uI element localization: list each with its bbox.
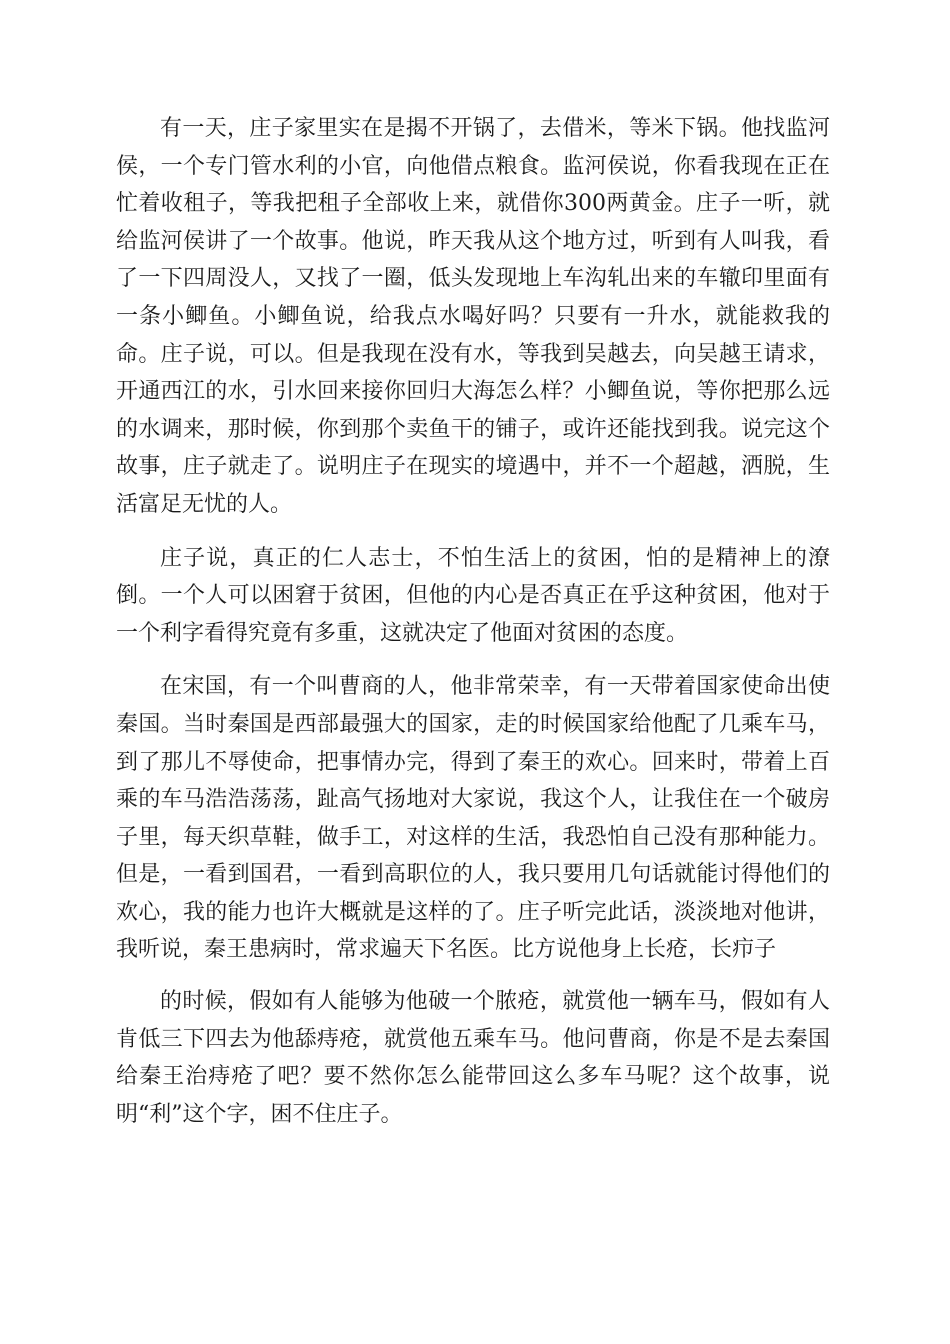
paragraph-3: 在宋国，有一个叫曹商的人，他非常荣幸，有一天带着国家使命出使秦国。当时秦国是西部最强大的国家，走的时候国家给他配了几乘车马，到了那儿不辱使命，把事情办完，得到了秦王的欢心。回来时，带着上百乘的车马浩浩荡荡，趾高气扬地对大家说，我这个人，让我住在一个破房子里，每天织草鞋，做手工，对这样的生活，我恐怕自己没有那种能力。但是，一看到国君，一看到高职位的人，我只要用几句话就能讨得他们的欢心，我的能力也许大概就是这样的了。庄子听完此话，淡淡地对他讲，我听说，秦王患病时，常求遍天下名医。比方说他身上长疮，长疖子: [116, 674, 830, 963]
paragraph-1: 有一天，庄子家里实在是揭不开锅了，去借米，等米下锅。他找监河侯，一个专门管水利的小官，向他借点粮食。监河侯说，你看我现在正在忙着收租子，等我把租子全部收上来，就借你300两黄金。庄子一听，就给监河侯讲了一个故事。他说，昨天我从这个地方过，听到有人叫我，看了一下四周没人，又找了一圈，低头发现地上车沟轧出来的车辙印里面有一条小鲫鱼。小鲫鱼说，给我点水喝好吗？只要有一升水，就能救我的命。庄子说，可以。但是我现在没有水，等我到吴越去，向吴越王请求，开通西江的水，引水回来接你回归大海怎么样？小鲫鱼说，等你把那么远的水调来，那时候，你到那个卖鱼干的铺子，或许还能找到我。说完这个故事，庄子就走了。说明庄子在现实的境遇中，并不一个超越，洒脱，生活富足无忧的人。: [116, 116, 830, 517]
paragraph-2: 庄子说，真正的仁人志士，不怕生活上的贫困，怕的是精神上的潦倒。一个人可以困窘于贫困，但他的内心是否真正在乎这种贫困，他对于一个利字看得究竟有多重，这就决定了他面对贫困的态度。: [116, 545, 830, 646]
paragraph-4: 的时候，假如有人能够为他破一个脓疮，就赏他一辆车马，假如有人肯低三下四去为他舔痔疮，就赏他五乘车马。他问曹商，你是不是去秦国给秦王治痔疮了吧？要不然你怎么能带回这么多车马呢？这个故事，说明“利”这个字，困不住庄子。: [116, 989, 830, 1127]
document-page: [116, 110, 830, 1133]
